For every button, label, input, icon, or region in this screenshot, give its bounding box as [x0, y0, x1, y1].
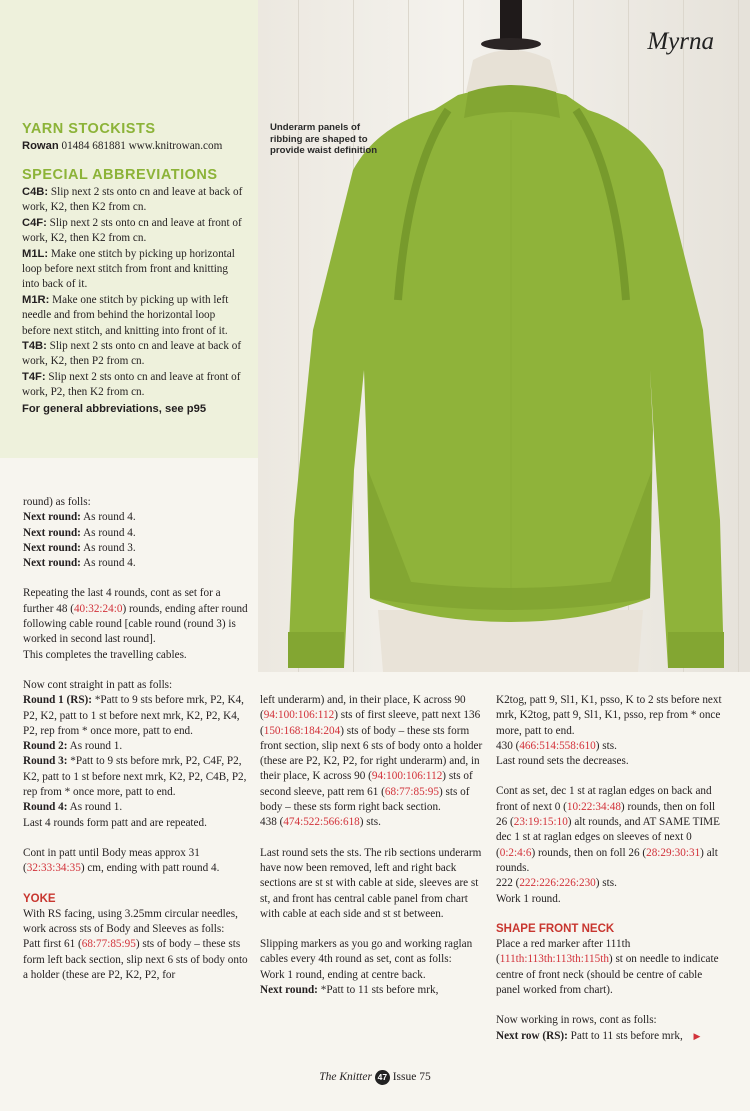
abbreviation-item: C4B: Slip next 2 sts onto cn and leave at back of work, K2, then K2 from cn. [22, 186, 243, 214]
column-3: K2tog, patt 9, Sl1, K1, psso, K to 2 sts before next mrk, K2tog, patt 9, Sl1, K1, psso, rep from * once more, patt to end. 430 (466:514:558:610) sts. Last round sets the decreases. Cont as set, dec 1 st at raglan edges on back and front of next 0 (10:22:34:48) rounds, then on foll 26 (23:19:15:10) alt rounds, and AT SAME TIME dec 1 st at raglan edges on sleeves of next 0 (0:2:4:6) rounds, then on foll 26 (28:29:30:31) alt rounds. 222 (222:226:226:230) sts. Work 1 round. SHAPE FRONT NECK Place a red marker after 111th (111th:113th:113th:115th) st on needle to indicate centre of front neck (should be centre of cable panel worked from chart). Now working in rows, cont as folls: Next row (RS): Patt to 11 sts before mrk, ▶ [496, 693, 726, 1044]
yarn-brand: Rowan [22, 140, 59, 152]
abbreviation-item: T4B: Slip next 2 sts onto cn and leave at back of work, K2, then P2 from cn. [22, 340, 242, 368]
paragraph: Cont in patt until Body meas approx 31 (32:33:34:35) cm, ending with patt round 4. [23, 846, 220, 875]
paragraph: Repeating the last 4 rounds, cont as set for a further 48 (40:32:24:0) rounds, ending after round following cable round [cable round (round 3) is worked in second last round]. [23, 587, 248, 646]
instruction-line: Round 2: As round 1. [23, 740, 123, 753]
instruction-line: Round 1 (RS): *Patt to 9 sts before mrk, P2, K4, P2, K2, patt to 1 st before next mrk, K2, P2, K4, P2, rep from * once more, patt to end. [23, 694, 244, 737]
instruction-line: Round 3: *Patt to 9 sts before mrk, P2, C4F, P2, K2, patt to 1 st before next mrk, K2, P2, C4B, P2, rep from * once more, patt to end. [23, 755, 247, 799]
shape-front-neck-heading: SHAPE FRONT NECK [496, 922, 615, 935]
page-footer [0, 1070, 750, 1085]
paragraph: 430 (466:514:558:610) sts. [496, 739, 617, 752]
yarn-stockists-heading: YARN STOCKISTS [22, 121, 156, 137]
photo-callout: Underarm panels of ribbing are shaped to provide waist definition [270, 122, 378, 157]
instruction-line: Next round: As round 3. [23, 541, 136, 554]
yoke-heading: YOKE [23, 892, 56, 905]
magazine-name: The Knitter [319, 1071, 372, 1084]
general-abbreviations-link[interactable]: For general abbreviations, see p95 [22, 402, 207, 415]
abbreviation-item: T4F: Slip next 2 sts onto cn and leave at front of work, P2, then K2 from cn. [22, 370, 241, 399]
yarn-details: 01484 681881 www.knitrowan.com [61, 140, 223, 152]
paragraph: Patt first 61 (68:77:85:95) sts of body – these sts form left back section, slip next 6 sts of body onto a holder (these are P2, K2, P2, for [23, 938, 248, 982]
instruction-line: Next row (RS): Patt to 11 sts before mrk, ▶ [496, 1029, 701, 1042]
issue-number: Issue 75 [392, 1071, 431, 1084]
instruction-line: Next round: *Patt to 11 sts before mrk, [260, 984, 439, 997]
sweater-photo [258, 0, 750, 672]
instruction-line: Round 4: As round 1. [23, 801, 123, 814]
abbreviation-item: C4F: Slip next 2 sts onto cn and leave at front of work, K2, then K2 from cn. [22, 216, 242, 245]
paragraph: 222 (222:226:226:230) sts. [496, 877, 617, 890]
pattern-title: Myrna [647, 28, 714, 55]
column-1: round) as folls: Next round: As round 4. Next round: As round 4. Next round: As round 3. Next round: As round 4. Repeating the last 4 rounds, cont as set for a further 48 (40:32:24:0) rounds, ending after round following cable round [cable round (round 3) is worked in second last round]. This completes the travelling cables. Now cont straight in patt as folls: Round 1 (RS): *Patt to 9 sts before mrk, P2, K4, P2, K2, patt to 1 st before next mrk, K2, P2, K4, P2, rep from * once more, patt to end. Round 2: As round 1. Round 3: *Patt to 9 sts before mrk, P2, C4F, P2, K2, patt to 1 st before next mrk, K2, P2, C4B, P2, rep from * once more, patt to end. Round 4: As round 1. Last 4 rounds form patt and are repeated. Cont in patt until Body meas approx 31 (32:33:34:35) cm, ending with patt round 4. YOKE With RS facing, using 3.25mm circular needles, work across sts of Body and Sleeves as folls: Patt first 61 (68:77:85:95) sts of body – these sts form left back section, slip next 6 sts of body onto a holder (these are P2, K2, P2, for [23, 495, 248, 983]
abbreviations-list [22, 185, 244, 417]
abbreviation-item: M1R: Make one stitch by picking up with left needle and from behind the horizontal loop before next stitch, and knitting into front of it. [22, 293, 229, 337]
instruction-line: Next round: As round 4. [23, 526, 136, 539]
column-2: left underarm) and, in their place, K across 90 (94:100:106:112) sts of first sleeve, patt next 136 (150:168:184:204) sts of body – these sts form front section, slip next 6 sts of body onto a holder (these are P2, K2, P2, for right underarm) and, in their place, K across 90 (94:100:106:112) sts of second sleeve, patt rem 61 (68:77:85:95) sts of body – these sts form right back section. 438 (474:522:566:618) sts. Last round sets the sts. The rib sections underarm have now been removed, left and right back sections are st st with cable at side, sleeves are st st, and front has central cable panel from chart with cable at each side and st st between. Slipping markers as you go and working raglan cables every 4th round as set, cont as folls: Work 1 round, ending at centre back. Next round: *Patt to 11 sts before mrk, [260, 693, 485, 998]
paragraph: left underarm) and, in their place, K across 90 (94:100:106:112) sts of first sleeve, patt next 136 (150:168:184:204) sts of body – these sts form front section, slip next 6 sts of body onto a holder (these are P2, K2, P2, for right underarm) and, in their place, K across 90 (94:100:106:112) sts of second sleeve, patt rem 61 (68:77:85:95) sts of body – these sts form right back section. [260, 694, 483, 814]
page-number-badge: 47 [375, 1070, 390, 1085]
sidebar-panel [0, 0, 258, 458]
paragraph: 438 (474:522:566:618) sts. [260, 816, 381, 829]
sweater-illustration [258, 0, 750, 672]
instruction-line: Next round: As round 4. [23, 557, 136, 570]
abbreviation-item: M1L: Make one stitch by picking up horizontal loop before next stitch from front and knitting into back of it. [22, 247, 235, 291]
paragraph: Cont as set, dec 1 st at raglan edges on back and front of next 0 (10:22:34:48) rounds, then on foll 26 (23:19:15:10) alt rounds, and AT SAME TIME dec 1 st at raglan edges on sleeves of next 0 (0:2:4:6) rounds, then on foll 26 (28:29:30:31) alt rounds. [496, 785, 720, 874]
instruction-line: Next round: As round 4. [23, 511, 136, 524]
special-abbreviations-heading: SPECIAL ABBREVIATIONS [22, 167, 218, 183]
yarn-stockist-line [22, 140, 222, 152]
paragraph: Place a red marker after 111th (111th:113th:113th:115th) st on needle to indicate centre of front neck (should be centre of cable panel worked from chart). [496, 938, 719, 997]
continue-arrow-icon: ▶ [693, 1030, 701, 1041]
